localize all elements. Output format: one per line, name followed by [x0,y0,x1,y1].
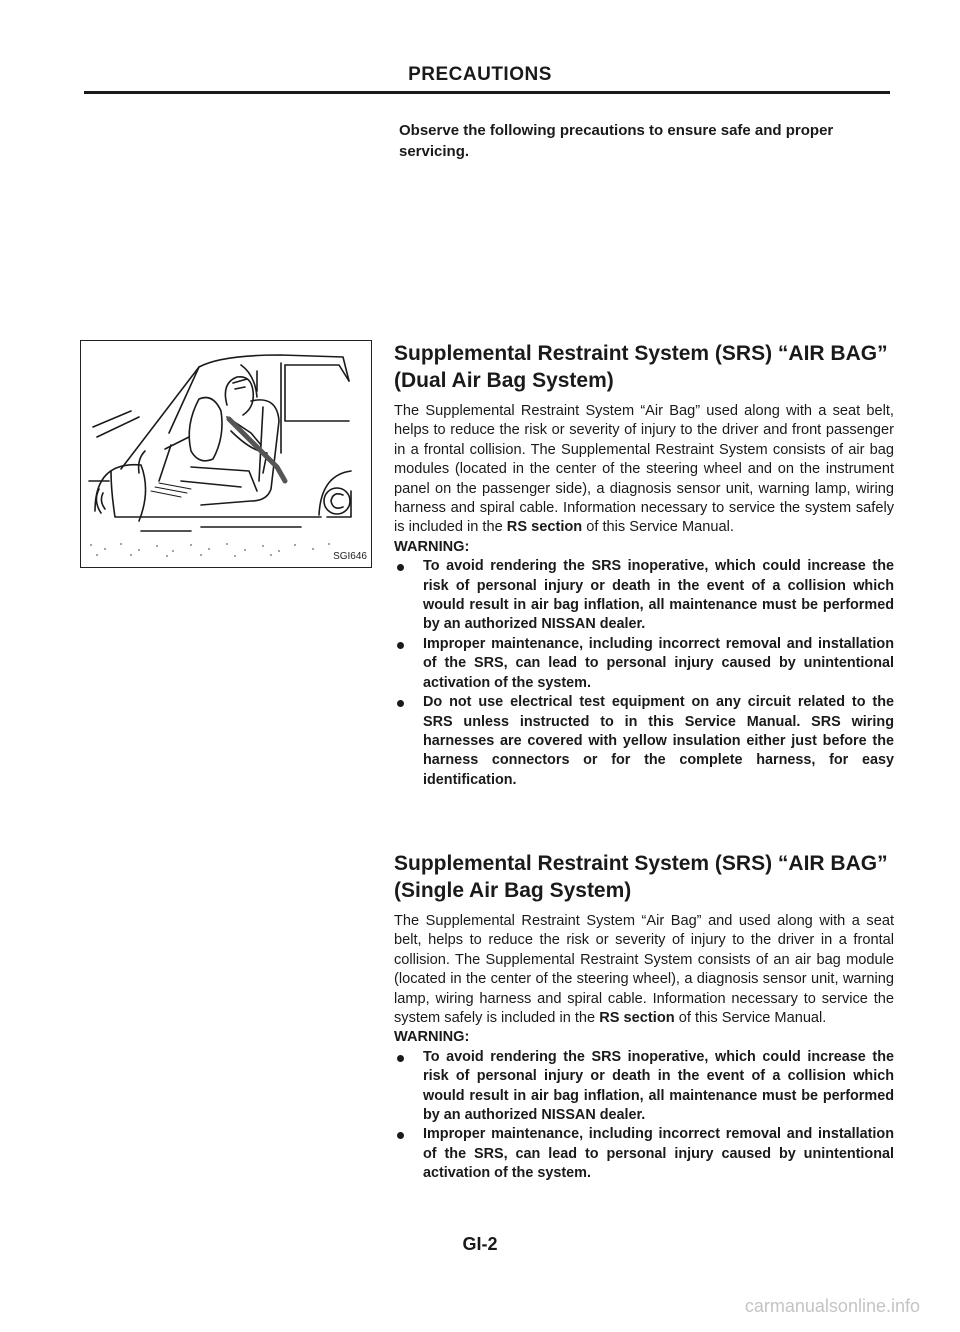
bullet-icon [397,642,404,649]
warning-text: Do not use electrical test equipment on any circuit related to the SRS unless instructed to in this Service Manual. SRS wiring harnesses are covered with yellow insulation either just before the harness connectors or for the complete harness, for easy identification. [423,694,894,788]
title-rule [84,91,890,94]
airbag-figure [80,340,372,568]
section-heading: Supplemental Restraint System (SRS) “AIR BAG” (Single Air Bag System) [394,852,888,902]
page-title: PRECAUTIONS [408,64,552,85]
warning-item [394,635,894,693]
rs-section-reference: RS section [506,519,583,536]
warning-item [394,557,894,635]
section-heading: Supplemental Restraint System (SRS) “AIR BAG” (Dual Air Bag System) [394,342,888,392]
warning-list [394,1048,894,1184]
page-number: GI-2 [462,1234,498,1254]
figure-code: SGI646 [333,551,367,562]
section-single-airbag [394,850,894,1184]
section-dual-airbag [394,340,894,790]
rs-section-reference: RS section [599,1010,675,1027]
body-text-start: The Supplemental Restraint System “Air Bag” used along with a seat belt, helps to reduce the risk or severity of injury to the driver and front passenger in a frontal collision. The Supplemental Restraint System consists of air bag modules (located in the center of the steering wheel and on the instrument panel on the passenger side), a diagnosis sensor unit, warning lamp, wiring harness and spiral cable. Information necessary to service the system safely is included in the [394,403,894,536]
body-text-end: of this Service Manual. [586,519,734,536]
warning-label: WARNING: [394,1029,470,1046]
airbag-illustration-icon [81,341,371,567]
warning-text: To avoid rendering the SRS inoperative, which could increase the risk of personal injury or death in the event of a collision which would result in air bag inflation, all maintenance must be performed by an authorized NISSAN dealer. [423,558,894,633]
warning-text: Improper maintenance, including incorrect removal and installation of the SRS, can lead to personal injury caused by unintentional activation of the system. [423,1126,894,1182]
bullet-icon [397,564,404,571]
bullet-icon [397,1055,404,1062]
section-body [394,912,894,1028]
body-text-start: The Supplemental Restraint System “Air Bag” and used along with a seat belt, helps to reduce the risk or severity of injury to the driver in a frontal collision. The Supplemental Restraint System consists of an air bag module (located in the center of the steering wheel), a diagnosis sensor unit, warning lamp, wiring harness and spiral cable. Information necessary to service the system safely is included in the [394,913,894,1027]
intro-text: Observe the following precautions to ensure safe and proper servicing. [399,122,834,160]
body-text-end: of this Service Manual. [678,1010,827,1027]
bullet-icon [397,700,404,707]
warning-label: WARNING: [394,538,470,555]
warning-item [394,693,894,790]
bullet-icon [397,1132,404,1139]
warning-list [394,557,894,790]
warning-text: Improper maintenance, including incorrect removal and installation of the SRS, can lead to personal injury caused by unintentional activation of the system. [423,635,894,691]
watermark: carmanualsonline.info [744,1296,920,1316]
section-body [394,402,894,538]
warning-item [394,1048,894,1126]
warning-item [394,1125,894,1183]
warning-text: To avoid rendering the SRS inoperative, which could increase the risk of personal injury or death in the event of a collision which would result in air bag inflation, all maintenance must be performed by an authorized NISSAN dealer. [423,1048,894,1124]
